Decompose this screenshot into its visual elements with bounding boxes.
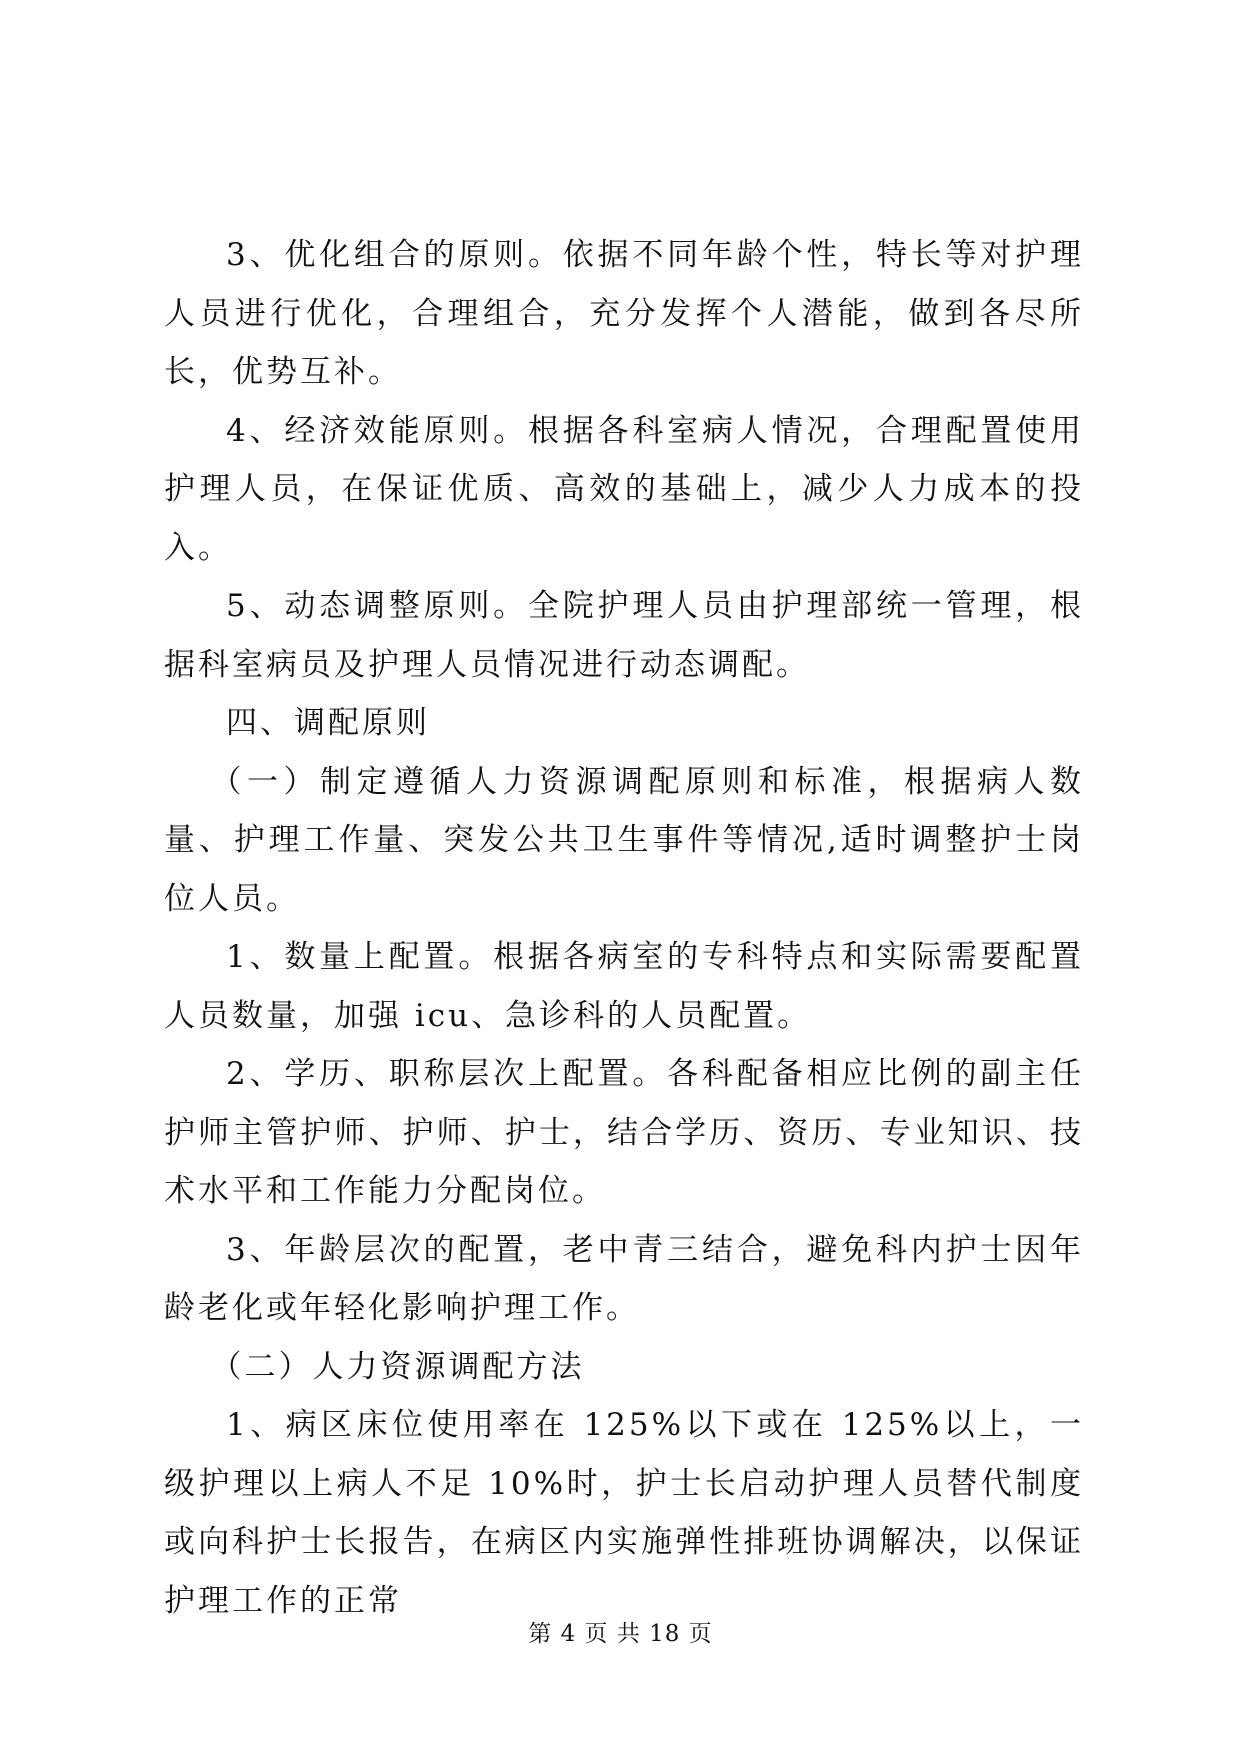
section-heading-4: 四、调配原则 [226, 705, 430, 741]
paragraph-principle-3: 3、优化组合的原则。依据不同年龄个性，特长等对护理人员进行优化，合理组合，充分发挥个人潜能，做到各尽所长，优势互补。 [164, 237, 1084, 390]
paragraph-age-config: 3、年龄层次的配置，老中青三结合，避免科内护士因年龄老化或年轻化影响护理工作。 [164, 1231, 1084, 1326]
paragraph-quantity-config: 1、数量上配置。根据各病室的专科特点和实际需要配置人员数量，加强 icu、急诊科的人员配置。 [164, 939, 1084, 1034]
paragraph-education-config: 2、学历、职称层次上配置。各科配备相应比例的副主任护师主管护师、护师、护士，结合学历、资历、专业知识、技术水平和工作能力分配岗位。 [164, 1056, 1084, 1209]
subsection-heading-1: （一）制定遵循人力资源调配原则和标准，根据病人数量、护理工作量、突发公共卫生事件等情况,适时调整护士岗位人员。 [164, 763, 1084, 917]
subsection-heading-2: （二）人力资源调配方法 [210, 1348, 585, 1385]
paragraph-principle-4: 4、经济效能原则。根据各科室病人情况，合理配置使用护理人员，在保证优质、高效的基础上，减少人力成本的投入。 [164, 412, 1084, 566]
document-body [164, 226, 1084, 1630]
paragraph-principle-5: 5、动态调整原则。全院护理人员由护理部统一管理，根据科室病员及护理人员情况进行动态调配。 [164, 588, 1084, 683]
page-number-footer: 第 4 页 共 18 页 [528, 1621, 713, 1647]
paragraph-allocation-method-1: 1、病区床位使用率在 125%以下或在 125%以上，一级护理以上病人不足 10%时，护士长启动护理人员替代制度或向科护士长报告，在病区内实施弹性排班协调解决，以保证护理工作的正常 [164, 1407, 1084, 1619]
